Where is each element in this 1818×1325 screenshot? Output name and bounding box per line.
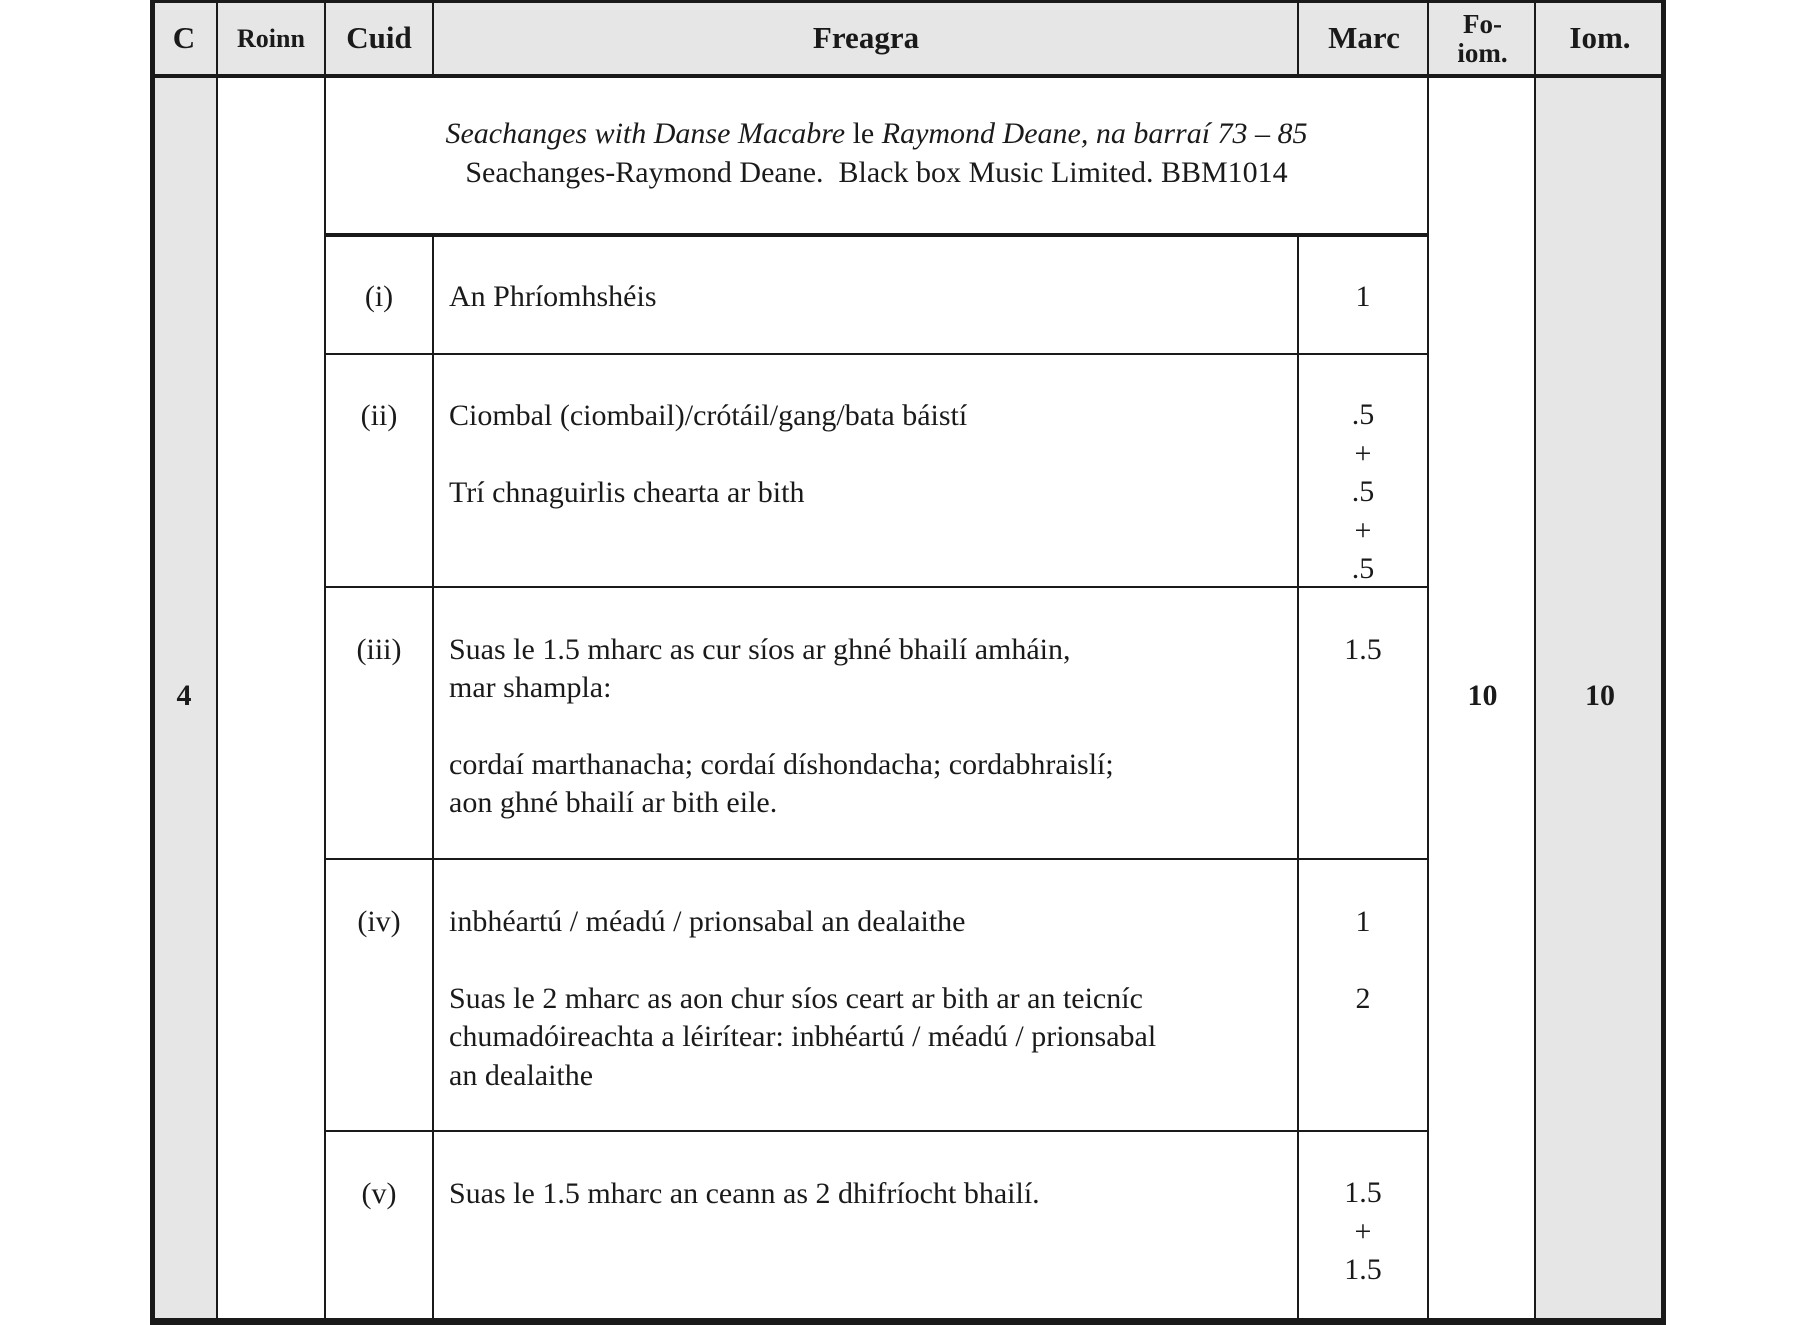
table-border-bottom (150, 1318, 1666, 1325)
table-border-right (1661, 0, 1666, 1325)
marks-stack (1299, 396, 1427, 589)
header-cuid: Cuid (346, 20, 412, 56)
header-fo-iom-line2: iom. (1457, 37, 1508, 68)
mark-value: .5 (1351, 398, 1375, 431)
mark-value: 2 (1355, 982, 1371, 1015)
mark-value: .5 (1351, 475, 1375, 508)
answer-text: chumadóireachta a léirítear: inbhéartú / méadú / prionsabal (449, 1020, 1157, 1053)
answer-text: Trí chnaguirlis chearta ar bith (449, 476, 805, 509)
composer-bars: Raymond Deane, na barraí 73 – 85 (881, 117, 1308, 150)
mark-plus: + (1354, 513, 1372, 547)
col-divider (1534, 0, 1536, 1320)
part-label: (iv) (357, 905, 401, 938)
answer-text: aon ghné bhailí ar bith eile. (449, 786, 778, 819)
header-divider (150, 74, 1666, 78)
title-connector: le (845, 117, 882, 150)
mark-value: 1.5 (1344, 633, 1382, 666)
answer-text: Suas le 2 mharc as aon chur síos ceart ar bith ar an teicníc (449, 982, 1143, 1015)
header-fo-iom-line1: Fo- (1463, 9, 1502, 40)
title-line-2: Seachanges-Raymond Deane. Black box Music Limited. BBM1014 (465, 156, 1288, 189)
answer-text: inbhéartú / méadú / prionsabal an dealaithe (449, 905, 966, 938)
header-iom: Iom. (1569, 20, 1631, 56)
part-label: (i) (364, 280, 394, 313)
answer-text: Suas le 1.5 mharc as cur síos ar ghné bhailí amháin, (449, 633, 1071, 666)
title-box-divider (324, 233, 1429, 237)
col-divider (432, 0, 434, 77)
col-divider (1427, 0, 1429, 1320)
row-divider (324, 586, 1429, 588)
marks-stack (1299, 1174, 1427, 1290)
header-fo-iom (1429, 0, 1536, 77)
row-divider (324, 858, 1429, 860)
table-border-top (150, 0, 1666, 3)
mark-plus: + (1354, 1214, 1372, 1248)
answer-text: An Phríomhshéis (449, 280, 657, 313)
col-divider (1297, 0, 1299, 77)
table-border-left (150, 0, 155, 1325)
mark-value: 1.5 (1344, 1253, 1382, 1286)
part-label: (iii) (356, 633, 402, 666)
header-roinn: Roinn (237, 23, 305, 53)
col-divider (432, 236, 434, 1320)
mark-value: 1.5 (1344, 1176, 1382, 1209)
row-divider (324, 353, 1429, 355)
subtotal-value: 10 (1467, 679, 1498, 712)
row-divider (324, 1130, 1429, 1132)
mark-value: 1 (1355, 280, 1371, 313)
header-c: C (172, 20, 196, 56)
answer-text: Suas le 1.5 mharc an ceann as 2 dhifríocht bhailí. (449, 1177, 1040, 1210)
col-divider (216, 0, 218, 1320)
part-label: (ii) (360, 399, 398, 432)
title-box (326, 114, 1427, 192)
header-marc: Marc (1328, 20, 1400, 56)
mark-value: .5 (1351, 552, 1375, 585)
work-title: Seachanges with Danse Macabre (445, 117, 846, 150)
answer-text: mar shampla: (449, 671, 612, 704)
answer-text: cordaí marthanacha; cordaí díshondacha; cordabhraislí; (449, 748, 1114, 781)
header-freagra: Freagra (812, 20, 920, 56)
mark-plus: + (1354, 436, 1372, 470)
mark-value: 1 (1355, 905, 1371, 938)
answer-text: an dealaithe (449, 1059, 594, 1092)
part-label: (v) (361, 1177, 397, 1210)
question-number: 4 (176, 679, 192, 712)
answer-text: Ciombal (ciombail)/crótáil/gang/bata báistí (449, 399, 968, 432)
total-value: 10 (1585, 679, 1615, 712)
title-line-1 (326, 114, 1427, 153)
